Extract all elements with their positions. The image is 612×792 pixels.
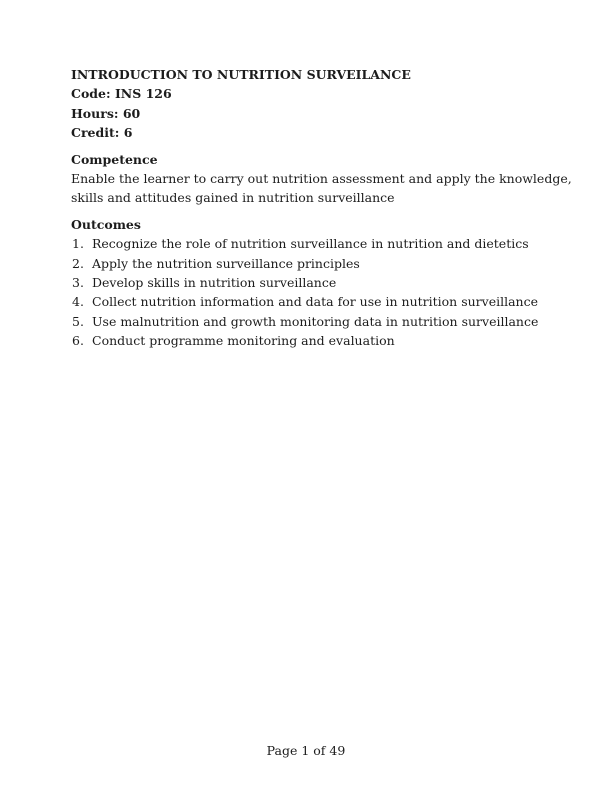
outcomes-list bbox=[71, 234, 541, 350]
outcome-number: 6. bbox=[72, 333, 84, 349]
outcomes-heading: Outcomes bbox=[71, 216, 141, 232]
outcome-item bbox=[71, 273, 541, 292]
competence-heading: Competence bbox=[71, 151, 158, 167]
outcome-item bbox=[71, 312, 541, 331]
outcome-item bbox=[71, 234, 541, 253]
course-credit: Credit: 6 bbox=[71, 125, 133, 141]
outcome-number: 4. bbox=[72, 294, 84, 310]
outcome-number: 2. bbox=[72, 255, 84, 271]
course-code: Code: INS 126 bbox=[71, 86, 172, 102]
outcome-text: Conduct programme monitoring and evaluation bbox=[92, 333, 395, 349]
competence-line: skills and attitudes gained in nutrition surveillance bbox=[71, 190, 395, 206]
outcome-item bbox=[71, 254, 541, 273]
outcome-text: Collect nutrition information and data for use in nutrition surveillance bbox=[92, 294, 539, 310]
page-number: Page 1 of 49 bbox=[266, 743, 346, 758]
outcome-item bbox=[71, 331, 541, 350]
page-content bbox=[71, 65, 572, 351]
page-title: INTRODUCTION TO NUTRITION SURVEILANCE bbox=[71, 67, 411, 82]
outcome-text: Use malnutrition and growth monitoring data in nutrition surveillance bbox=[92, 313, 539, 329]
course-hours: Hours: 60 bbox=[71, 105, 141, 121]
outcome-text: Develop skills in nutrition surveillance bbox=[92, 275, 337, 291]
outcome-number: 1. bbox=[72, 236, 84, 252]
outcome-text: Recognize the role of nutrition surveillance in nutrition and dietetics bbox=[92, 236, 529, 252]
outcome-item bbox=[71, 292, 541, 311]
outcome-text: Apply the nutrition surveillance principles bbox=[92, 255, 360, 271]
outcome-number: 3. bbox=[72, 275, 84, 291]
competence-paragraph bbox=[71, 169, 572, 208]
outcome-number: 5. bbox=[72, 313, 84, 329]
competence-line: Enable the learner to carry out nutrition assessment and apply the knowledge, bbox=[71, 171, 572, 187]
